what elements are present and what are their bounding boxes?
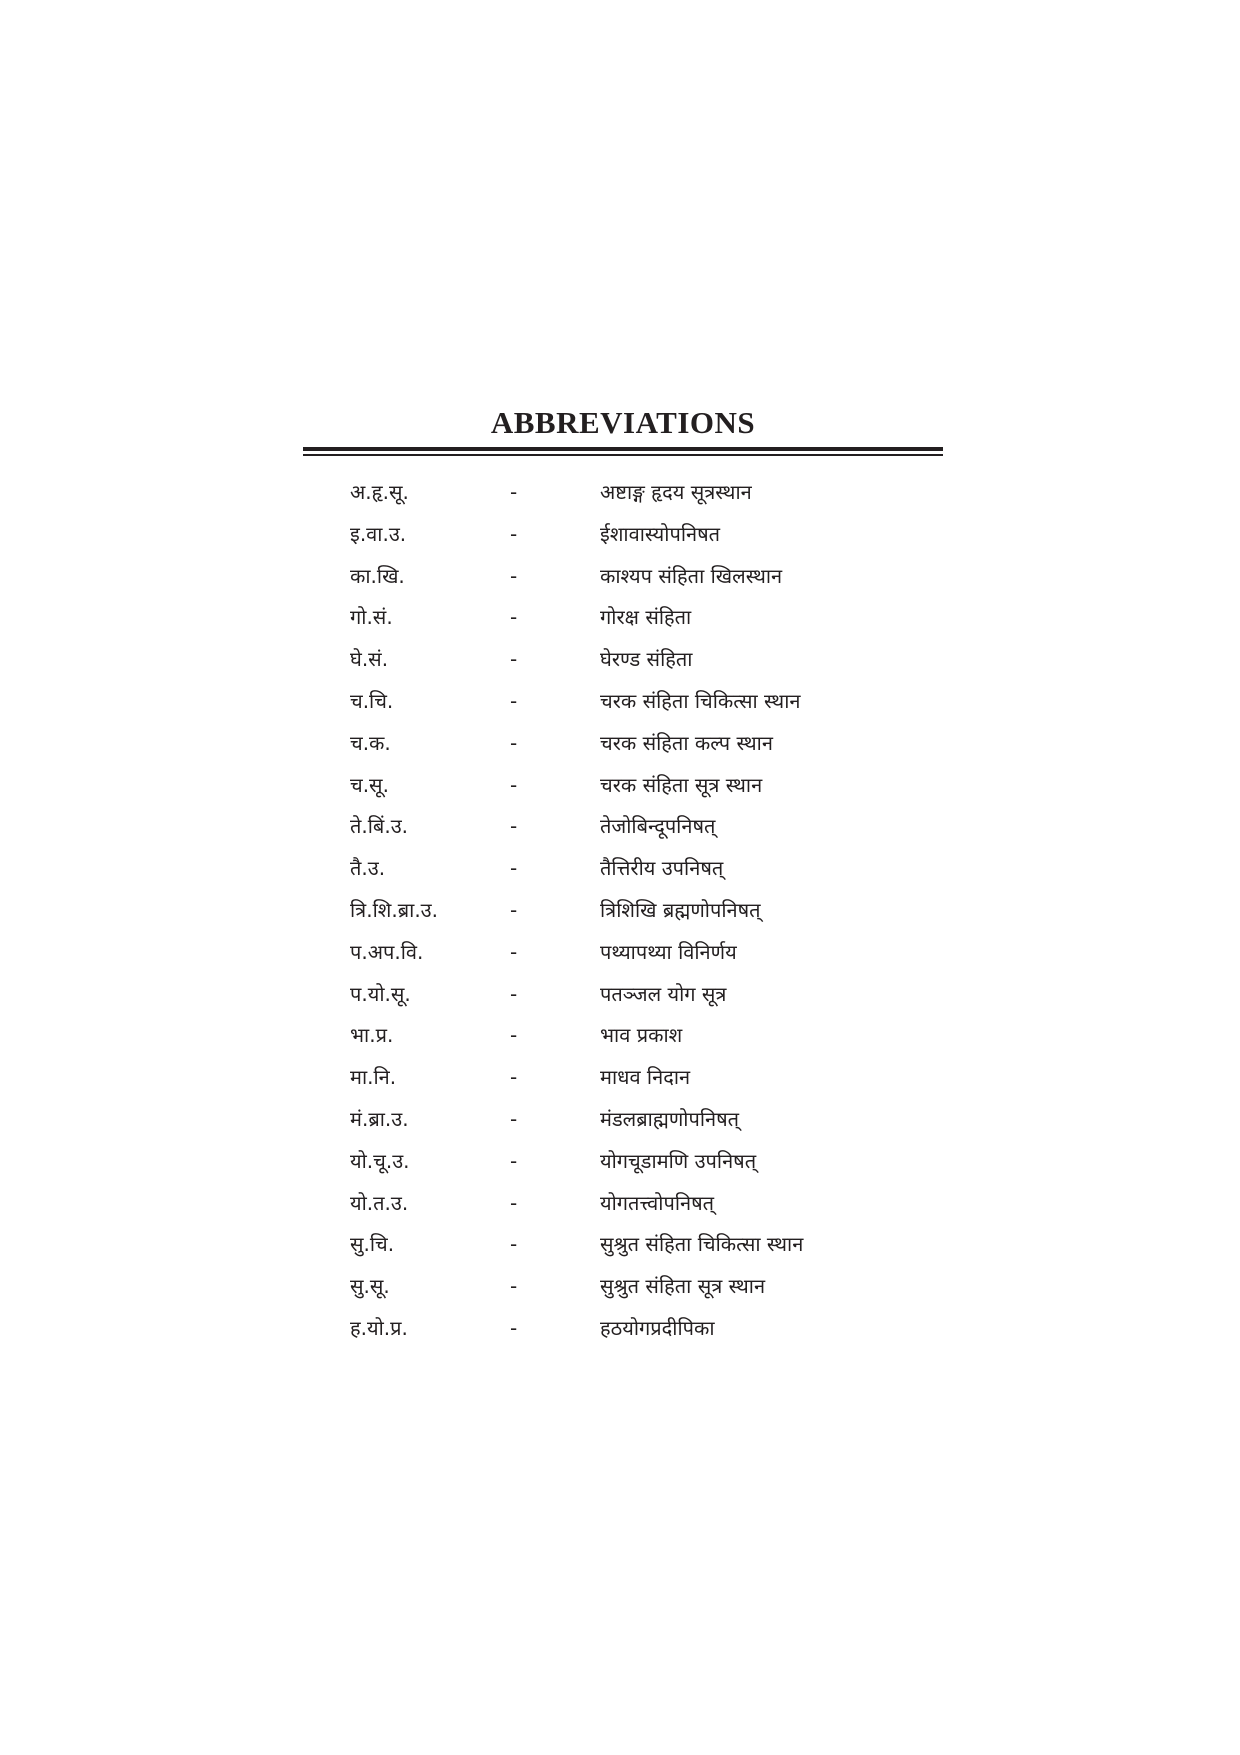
abbreviation-separator: - xyxy=(510,981,518,1006)
abbreviation-full: चरक संहिता कल्प स्थान xyxy=(600,730,773,755)
abbreviation-separator: - xyxy=(510,939,518,964)
abbreviation-separator: - xyxy=(510,1065,518,1090)
abbreviation-full: घेरण्ड संहिता xyxy=(600,647,693,672)
abbreviation-separator: - xyxy=(510,1106,518,1131)
abbreviation-row xyxy=(350,1183,910,1225)
abbreviation-row xyxy=(350,806,910,848)
abbreviation-full: भाव प्रकाश xyxy=(600,1023,683,1048)
abbreviation-full: योगतत्त्वोपनिषत् xyxy=(600,1190,715,1215)
abbreviation-separator: - xyxy=(510,814,518,839)
abbreviation-short: यो.त.उ. xyxy=(350,1190,409,1215)
abbreviation-full: मंडलब्राह्मणोपनिषत् xyxy=(600,1106,740,1131)
abbreviation-short: अ.हृ.सू. xyxy=(350,480,409,504)
abbreviation-full: काश्यप संहिता खिलस्थान xyxy=(600,563,783,588)
abbreviation-short: सु.सू. xyxy=(350,1274,390,1299)
abbreviation-short: सु.चि. xyxy=(350,1232,395,1257)
abbreviation-separator: - xyxy=(510,563,518,588)
abbreviation-short: ते.बिं.उ. xyxy=(350,814,409,839)
abbreviation-short: तै.उ. xyxy=(350,856,386,881)
abbreviation-full: माधव निदान xyxy=(600,1065,691,1090)
abbreviation-separator: - xyxy=(510,1274,518,1299)
abbreviation-short: का.खि. xyxy=(350,563,405,588)
abbreviation-short: इ.वा.उ. xyxy=(350,521,407,546)
abbreviation-separator: - xyxy=(510,856,518,881)
abbreviation-short: च.क. xyxy=(350,730,391,755)
abbreviation-separator: - xyxy=(510,688,518,713)
abbreviation-full: पतञ्जल योग सूत्र xyxy=(600,981,727,1006)
abbreviation-row xyxy=(350,1141,910,1183)
page-title: ABBREVIATIONS xyxy=(490,405,756,440)
abbreviation-full: हठयोगप्रदीपिका xyxy=(600,1315,715,1340)
abbreviation-list xyxy=(350,472,910,1350)
abbreviation-full: तैत्तिरीय उपनिषत् xyxy=(600,856,724,881)
abbreviation-full: योगचूडामणि उपनिषत् xyxy=(600,1148,757,1173)
abbreviation-row xyxy=(350,1266,910,1308)
abbreviation-full: सुश्रुत संहिता चिकित्सा स्थान xyxy=(600,1232,804,1257)
abbreviation-row xyxy=(350,597,910,639)
abbreviation-short: यो.चू.उ. xyxy=(350,1148,410,1173)
abbreviation-row xyxy=(350,848,910,890)
abbreviation-separator: - xyxy=(510,772,518,797)
abbreviation-short: घे.सं. xyxy=(350,647,389,672)
abbreviation-short: मा.नि. xyxy=(350,1065,397,1090)
abbreviation-full: पथ्यापथ्या विनिर्णय xyxy=(600,939,737,964)
abbreviation-separator: - xyxy=(510,647,518,672)
abbreviation-row xyxy=(350,974,910,1016)
abbreviation-short: च.चि. xyxy=(350,688,394,713)
abbreviation-row xyxy=(350,1015,910,1057)
abbreviation-separator: - xyxy=(510,1023,518,1048)
abbreviation-short: प.यो.सू. xyxy=(350,981,411,1006)
abbreviation-row xyxy=(350,1224,910,1266)
abbreviation-full: गोरक्ष संहिता xyxy=(600,605,692,630)
abbreviation-separator: - xyxy=(510,605,518,630)
abbreviation-short: ह.यो.प्र. xyxy=(350,1315,408,1340)
abbreviation-separator: - xyxy=(510,480,518,504)
abbreviation-row xyxy=(350,1057,910,1099)
abbreviation-separator: - xyxy=(510,1190,518,1215)
abbreviation-row xyxy=(350,556,910,598)
abbreviation-short: मं.ब्रा.उ. xyxy=(350,1106,409,1131)
abbreviation-short: भा.प्र. xyxy=(350,1023,394,1048)
abbreviation-separator: - xyxy=(510,1315,518,1340)
abbreviation-short: च.सू. xyxy=(350,772,389,797)
abbreviation-row xyxy=(350,1099,910,1141)
abbreviation-full: चरक संहिता सूत्र स्थान xyxy=(600,772,763,797)
abbreviation-full: चरक संहिता चिकित्सा स्थान xyxy=(600,688,801,713)
abbreviation-row xyxy=(350,514,910,556)
abbreviation-separator: - xyxy=(510,897,518,922)
abbreviation-separator: - xyxy=(510,1232,518,1257)
abbreviation-short: त्रि.शि.ब्रा.उ. xyxy=(350,897,438,922)
abbreviation-row xyxy=(350,765,910,807)
abbreviation-short: प.अप.वि. xyxy=(350,939,424,964)
abbreviation-separator: - xyxy=(510,730,518,755)
abbreviation-row xyxy=(350,472,910,514)
title-rule-thick xyxy=(303,447,943,451)
abbreviation-row xyxy=(350,723,910,765)
abbreviation-short: गो.सं. xyxy=(350,605,393,630)
abbreviation-full: अष्टाङ्ग हृदय सूत्रस्थान xyxy=(600,480,752,504)
abbreviation-separator: - xyxy=(510,521,518,546)
abbreviation-full: सुश्रुत संहिता सूत्र स्थान xyxy=(600,1274,766,1299)
abbreviation-row xyxy=(350,639,910,681)
abbreviation-full: त्रिशिखि ब्रह्मणोपनिषत् xyxy=(600,897,761,922)
abbreviation-full: तेजोबिन्दूपनिषत् xyxy=(600,814,716,839)
abbreviation-full: ईशावास्योपनिषत xyxy=(600,521,721,546)
abbreviation-row xyxy=(350,932,910,974)
abbreviation-row xyxy=(350,681,910,723)
title-rule-thin xyxy=(303,454,943,456)
abbreviation-row xyxy=(350,1308,910,1350)
abbreviation-separator: - xyxy=(510,1148,518,1173)
abbreviation-row xyxy=(350,890,910,932)
